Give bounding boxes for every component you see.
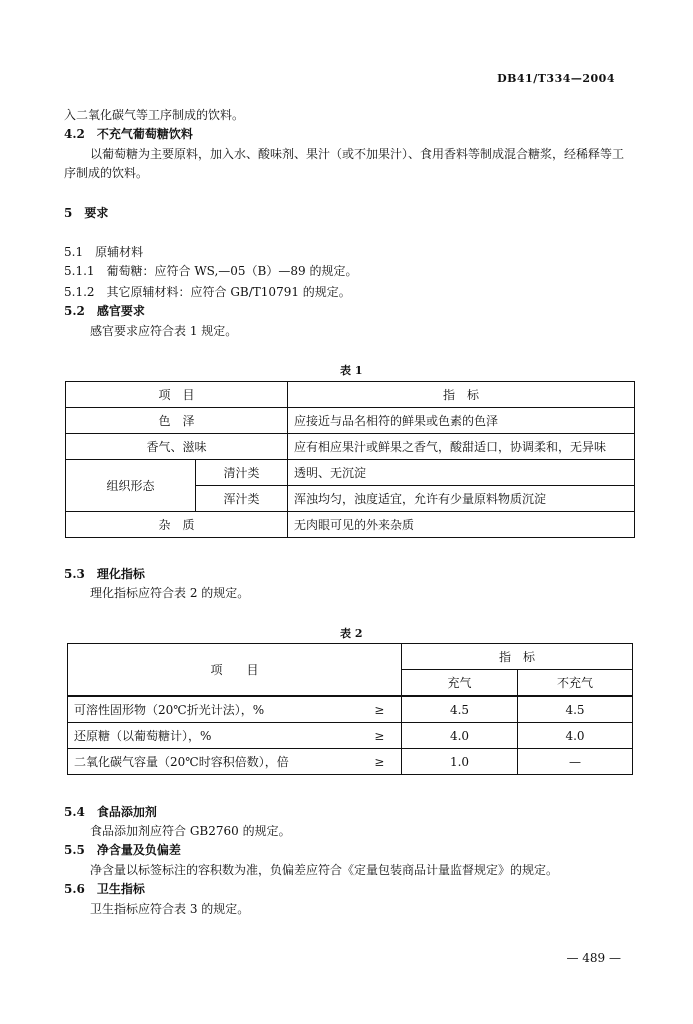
section-5-6-heading: 5.6 卫生指标	[64, 882, 145, 896]
text-line: 卫生指标应符合表 3 的规定。	[90, 902, 250, 916]
table-cell: 组织形态	[66, 460, 196, 512]
page-number: — 489 —	[566, 951, 621, 965]
table-cell: 色 泽	[66, 408, 288, 434]
table1-header-item: 项 目	[66, 382, 288, 408]
table-cell: 还原糖（以葡萄糖计），%	[68, 723, 358, 749]
table2-caption: 表 2	[340, 627, 363, 640]
table-cell: 透明、无沉淀	[288, 460, 635, 486]
table-cell: ≥	[358, 696, 402, 723]
table2-header-index: 指 标	[402, 644, 633, 670]
table-row	[68, 749, 633, 775]
table-cell: 可溶性固形物（20℃折光计法），%	[68, 696, 358, 723]
text-line: 入二氧化碳气等工序制成的饮料。	[64, 108, 245, 122]
table-cell: ≥	[358, 723, 402, 749]
section-5-5-heading: 5.5 净含量及负偏差	[64, 843, 181, 857]
table-1	[65, 381, 635, 538]
table-cell: 浑汁类	[196, 486, 288, 512]
table2-header-col1: 充气	[402, 670, 518, 697]
table-row	[68, 696, 633, 723]
text-line: 食品添加剂应符合 GB2760 的规定。	[90, 824, 291, 838]
table-cell: 4.5	[402, 696, 518, 723]
table-cell: 清汁类	[196, 460, 288, 486]
text-line: 理化指标应符合表 2 的规定。	[90, 586, 250, 600]
table-cell: 无肉眼可见的外来杂质	[288, 512, 635, 538]
table-cell: 4.0	[402, 723, 518, 749]
table-cell: 4.0	[518, 723, 633, 749]
table2-header-item: 项 目	[68, 644, 402, 697]
table-cell: —	[518, 749, 633, 775]
table-cell: 1.0	[402, 749, 518, 775]
table1-header-index: 指 标	[288, 382, 635, 408]
table-cell: 香气、滋味	[66, 434, 288, 460]
table-2	[67, 643, 633, 775]
section-5-1-heading: 5.1 原辅材料	[64, 245, 144, 259]
section-5-heading: 5 要求	[64, 206, 109, 220]
table-row	[68, 644, 633, 670]
text-line: 净含量以标签标注的容积数为准，负偏差应符合《定量包装商品计量监督规定》的规定。	[90, 863, 559, 877]
section-5-4-heading: 5.4 食品添加剂	[64, 805, 157, 819]
text-line: 序制成的饮料。	[64, 166, 149, 180]
table-row	[68, 723, 633, 749]
table2-header-col2: 不充气	[518, 670, 633, 697]
text-line: 感官要求应符合表 1 规定。	[90, 324, 238, 338]
table-row	[66, 434, 635, 460]
table-cell: 杂 质	[66, 512, 288, 538]
table-cell: 浑浊均匀，浊度适宜，允许有少量原料物质沉淀	[288, 486, 635, 512]
table-row	[66, 460, 635, 486]
table-cell: 二氧化碳气容量（20℃时容积倍数），倍	[68, 749, 358, 775]
table-cell: 4.5	[518, 696, 633, 723]
section-5-1-2: 5.1.2 其它原辅材料：应符合 GB/T10791 的规定。	[64, 285, 351, 299]
text-line: 以葡萄糖为主要原料，加入水、酸味剂、果汁（或不加果汁）、食用香料等制成混合糖浆，经稀释等工	[90, 147, 625, 161]
table1-caption: 表 1	[340, 364, 363, 377]
table-row	[66, 512, 635, 538]
table-cell: 应有相应果汁或鲜果之香气，酸甜适口，协调柔和，无异味	[288, 434, 635, 460]
table-cell: 应接近与品名相符的鲜果或色素的色泽	[288, 408, 635, 434]
table-row	[66, 408, 635, 434]
document-code: DB41/T334—2004	[497, 72, 615, 85]
table-row	[66, 382, 635, 408]
section-5-1-1: 5.1.1 葡萄糖：应符合 WS,—05（B）—89 的规定。	[64, 264, 358, 278]
section-5-3-heading: 5.3 理化指标	[64, 567, 145, 581]
section-4-2-heading: 4.2 不充气葡萄糖饮料	[64, 127, 193, 141]
table-cell: ≥	[358, 749, 402, 775]
section-5-2-heading: 5.2 感官要求	[64, 304, 145, 318]
